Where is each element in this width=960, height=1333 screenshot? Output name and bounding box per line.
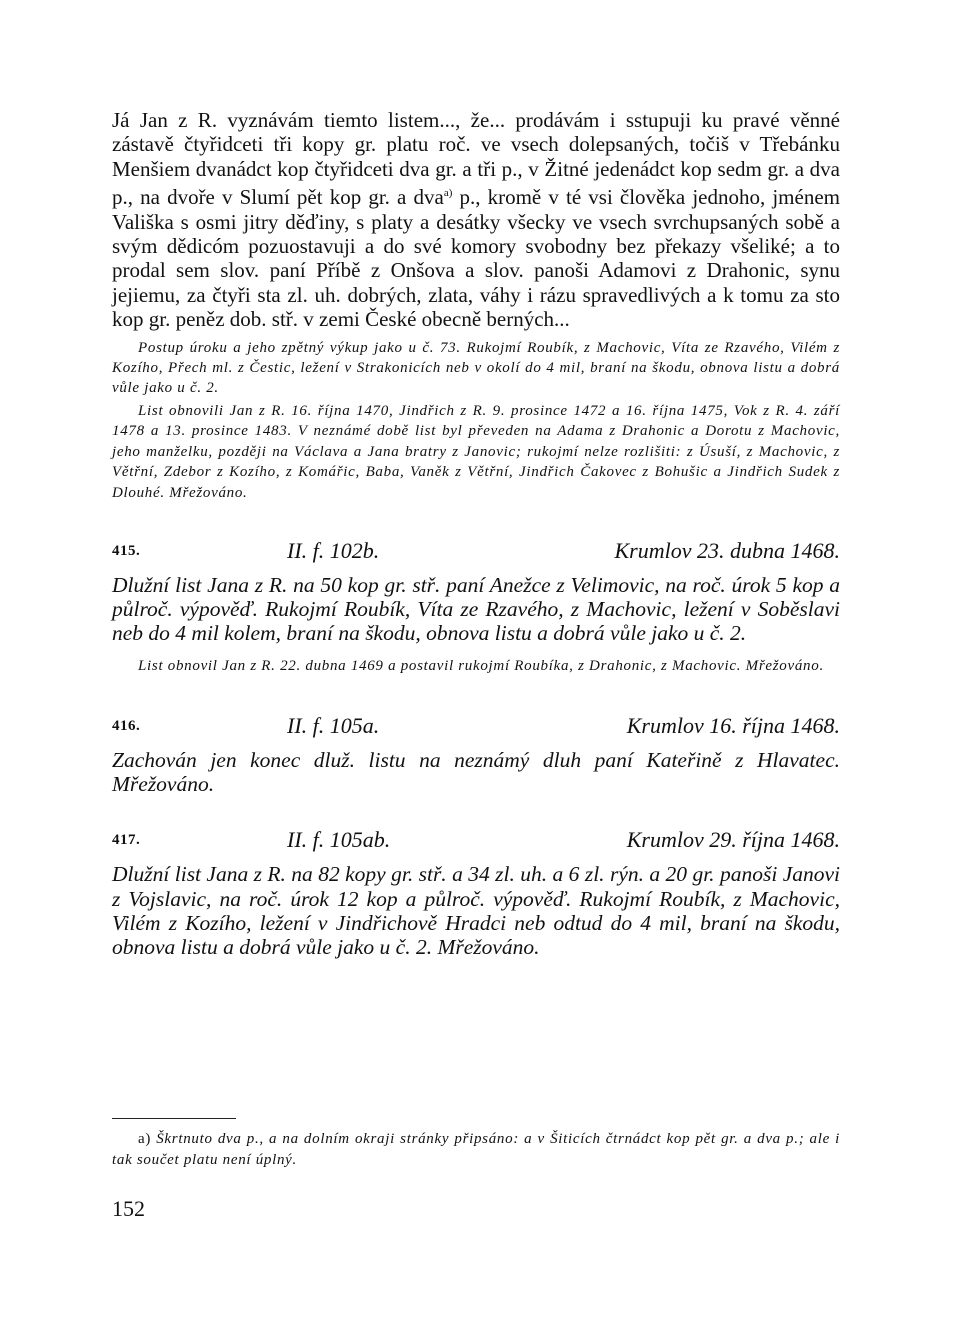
footnote-divider — [112, 1118, 236, 1119]
entry-regest: Zachován jen konec dluž. listu na neznámý dluh paní Kateřině z Hlavatec. Mřežováno. — [112, 747, 840, 797]
note-paragraph: Postup úroku a jeho zpětný výkup jako u č. 73. Rukojmí Roubík, z Machovic, Víta ze Rzavého, Vilém z Kozího, Přech ml. z Čestic, ležení v Strakonicích neb v okolí do 4 mil, braní na škodu, obnova listu a dobrá vůle jako u č. 2. — [112, 339, 840, 397]
entry-regest: Dlužní list Jana z R. na 50 kop gr. stř. paní Anežce z Velimovic, na roč. úrok 5 kop a půlroč. výpověď. Rukojmí Roubík, Víta ze Rzavého, z Machovic, ležení v Soběslavi neb do 4 mil kolem, braní na škodu, obnova listu a dobrá vůle jako u č. 2. — [112, 572, 840, 646]
charter-text-part2: p., kromě v té vsi člověka jednoho, jménem Vališka s osmi jitry děďiny, s platy a desátky všecky ve vsech svrchupsaných sobě a svým dědicóm pozuostavuji a do své komory svobodny bez překazy všeliké; a to prodal sem slov. paní Příbě z Onšova a slov. panoši Adamovi z Drahonic, synu jejiemu, za čtyři sta zl. uh. dobrých, zlata, váhy i rázu spravedlivých a k tomu za sto kop gr. peněz dob. stř. v zemi České obecně berných... — [112, 185, 840, 332]
entry-416 — [112, 712, 840, 796]
entry-heading — [112, 712, 840, 740]
page-number: 152 — [112, 1196, 145, 1221]
footnote-text: Škrtnuto dva p., a na dolním okraji stránky připsáno: a v Šiticích čtrnádct kop pět gr. a dva p.; ale i tak součet platu není úplný. — [112, 1131, 841, 1168]
entry-heading — [112, 826, 840, 854]
footnote — [112, 1129, 840, 1171]
note-paragraph: List obnovili Jan z R. 16. října 1470, Jindřich z R. 9. prosince 1472 a 16. října 1475, Vok z R. 4. září 1478 a 13. prosince 1483. V neznámé době list byl převeden na Adama z Drahonic a Dorotu z Machovic, jeho manželku, později na Václava a Jana bratry z Janovic; rukojmí nelze rozlišiti: z Úsuší, z Machovic, z Větřní, Zdebor z Kozího, z Komářic, Baba, Vaněk z Větřní, Jindřich Čakovec z Bohušic a Jindřich Sudek z Dlouhé. Mřežováno. — [112, 402, 840, 501]
charter-text-part1: Já Jan z R. vyznávám tiemto listem..., že... prodávám i sstupuji ku pravé věnné zástavě čtyřidceti tři kopy gr. platu roč. ve vsech dolepsaných, točiš v Třebánku Menšiem dvanádct kop čtyřidceti dva gr. a tři p., v Žitné jedenádct kop sedm gr. a dva p., na dvoře v Slumí pět kop gr. a dva — [112, 108, 840, 210]
footnote-mark: a) — [138, 1131, 152, 1147]
entry-folio: II. f. 102b. — [287, 537, 380, 563]
entry-417 — [112, 826, 840, 959]
entry-number: 416. — [112, 717, 141, 734]
page-body — [112, 108, 840, 959]
charter-text — [112, 108, 840, 332]
entry-number: 417. — [112, 832, 141, 849]
footnote-reference: a) — [443, 187, 453, 200]
entry-place-date: Krumlov 23. dubna 1468. — [614, 537, 840, 563]
entry-folio: II. f. 105a. — [287, 712, 380, 738]
entry-place-date: Krumlov 16. října 1468. — [626, 712, 840, 738]
entry-heading — [112, 537, 840, 565]
entry-place-date: Krumlov 29. října 1468. — [626, 827, 840, 853]
entry-number: 415. — [112, 542, 141, 559]
entry-note: List obnovil Jan z R. 22. dubna 1469 a postavil rukojmí Roubíka, z Drahonic, z Machovic. Mřežováno. — [138, 657, 824, 674]
entry-regest: Dlužní list Jana z R. na 82 kopy gr. stř. a 34 zl. uh. a 6 zl. rýn. a 20 gr. panoši Janovi z Vojslavic, na roč. úrok 12 kop a půlroč. výpověď. Rukojmí Roubík, z Machovic, Vilém z Kozího, ležení v Jindřichově Hradci neb odtud do 4 mil, braní na škodu, obnova listu a dobrá vůle jako u č. 2. Mřežováno. — [112, 862, 840, 959]
entry-415 — [112, 537, 840, 676]
entry-folio: II. f. 105ab. — [287, 827, 391, 853]
